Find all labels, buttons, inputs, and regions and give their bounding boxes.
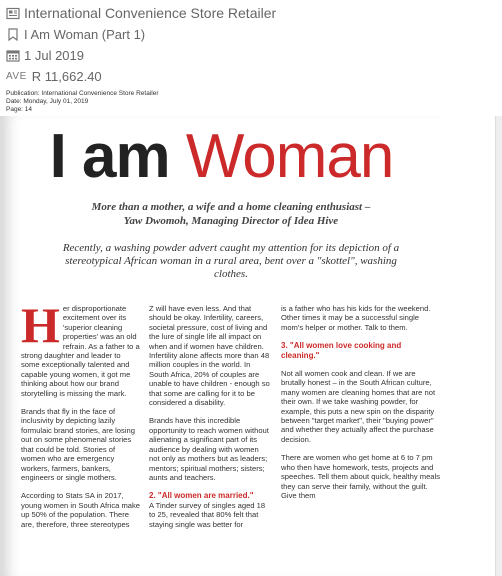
date-row — [6, 48, 496, 63]
ave-row — [6, 69, 496, 84]
intro-paragraph: Recently, a washing powder advert caught my attention for its depiction of a stereotypical African woman in a rural area, bent over a "skottel", washing clothes. — [62, 242, 400, 280]
column-1-text-1: er disproportionate excitement over its 'superior cleaning properties' was an old refrain. As a father to a strong daughter and leader to some exceptionally talented and capable young women, it got me thinking about how our brand storytelling is missing the mark. — [21, 304, 140, 398]
source-name: International Convenience Store Retailer — [24, 5, 277, 21]
title-row — [6, 27, 496, 42]
column-3-paragraph-3: There are women who get home at 6 to 7 pm who then have homework, tests, projects and speeches. Tell them about quick, healthy meals they can serve their family, without the guilt. Give them — [281, 453, 440, 500]
calendar-icon — [6, 49, 20, 62]
ave-value: R 11,662.40 — [31, 69, 102, 84]
article-title: I Am Woman (Part 1) — [24, 27, 146, 42]
publication-info — [6, 90, 158, 114]
column-3-paragraph-1: is a father who has his kids for the weekend. Other times it may be a successful single mom's helper or mother. Talk to them. — [281, 304, 431, 332]
column-3 — [281, 304, 441, 509]
source-row — [6, 5, 496, 21]
article-clipping[interactable] — [0, 116, 441, 576]
column-1-paragraph-3: According to Stats SA in 2017, young women in South Africa make up 50% of the population. There are, therefore, three stereotypes — [21, 491, 141, 529]
subheading-2: 2. "All women are married." — [149, 491, 254, 501]
newspaper-icon — [6, 7, 20, 20]
article-date: 1 Jul 2019 — [24, 48, 84, 63]
column-2-paragraph-3: A Tinder survey of singles aged 18 to 25, revealed that 80% felt that staying single was better for — [149, 500, 266, 529]
deck-line-1: More than a mother, a wife and a home cleaning enthusiast – — [91, 201, 371, 213]
ave-label: AVE — [6, 71, 27, 82]
deck — [41, 200, 421, 228]
column-1-paragraph-2: Brands that fly in the face of inclusivity by depicting lazily formulaic brand stories, are losing out on some phenomenal stories that could be told. Stories of women who are emergency workers, farmers, bankers, engineers or single mothers. — [21, 407, 135, 482]
headline — [1, 122, 441, 192]
publication-line: Publication: International Convenience Store Retailer — [6, 90, 159, 97]
column-2-paragraph-2: Brands have this incredible opportunity to reach women without alienating a significant part of its audience by dealing with women not only as mothers but as leaders; mentors; spiritual mothers; sisters; aunts and teachers. — [149, 416, 269, 482]
bookmark-icon — [6, 28, 20, 41]
headline-part-2: Woman — [185, 122, 394, 191]
column-3-paragraph-2: Not all women cook and clean. If we are brutally honest – in the South African culture, many women are cleaning homes that are not their own. If we take washing powder, for example, this puts a new spin on the disparity between "target market", their "buying power" and whether they actually affect the purchase decision. — [281, 369, 436, 444]
column-2 — [149, 304, 271, 538]
publication-date-line: Date: Monday, July 01, 2019 — [6, 98, 89, 105]
deck-line-2: Yaw Dwomoh, Managing Director of Idea Hive — [123, 215, 339, 227]
column-1-paragraph-1 — [21, 297, 141, 398]
vertical-scrollbar[interactable] — [495, 116, 502, 576]
column-2-paragraph-1: Z will have even less. And that should be okay. Infertility, careers, societal pressure, cost of living and the lure of single life all impact on when and if women have children. Infertility alone affects more than 48 million couples in the world. In South Africa, 20% of couples are unable to have children - enough so that some are calling for it to be considered a disability. — [149, 304, 270, 408]
column-1 — [21, 297, 141, 538]
dropcap: H — [21, 297, 60, 353]
headline-part-1: I am — [49, 122, 170, 191]
publication-page-line: Page: 14 — [6, 106, 33, 113]
subheading-3: 3. "All women love cooking and cleaning." — [281, 341, 402, 360]
